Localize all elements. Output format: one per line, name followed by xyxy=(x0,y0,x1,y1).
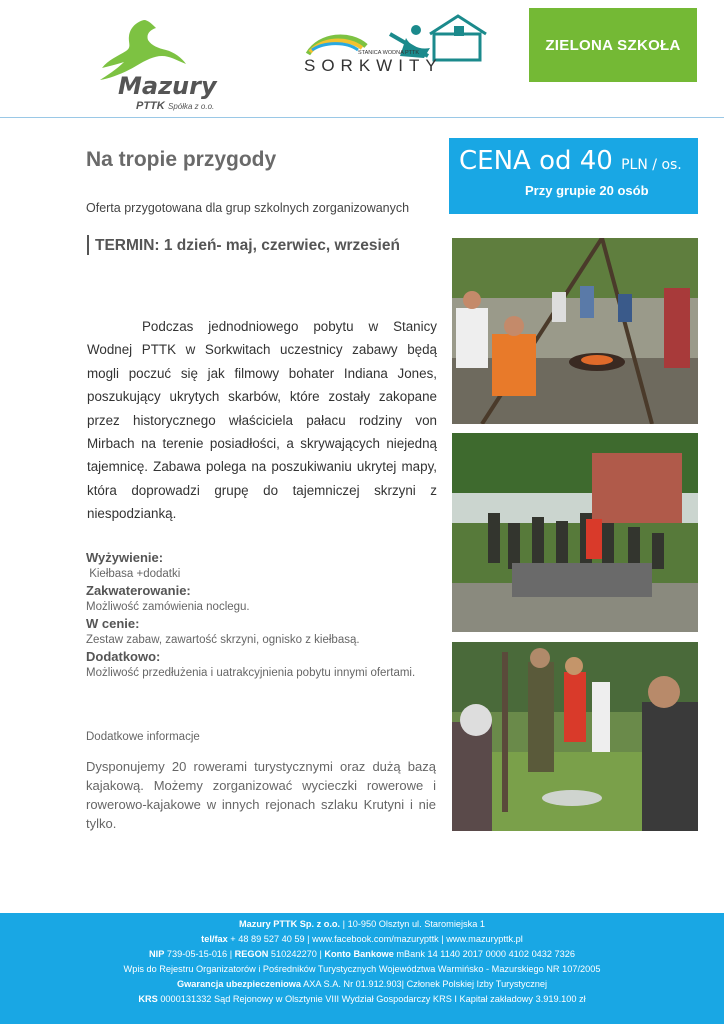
footer-tel-label: tel/fax xyxy=(201,934,228,944)
extra-info-text: Dysponujemy 20 rowerami turystycznymi oraz dużą bazą kajakową. Możemy zorganizować wycieczki rowerowe i rowerowo-kajakowe w innych rejonach szlaku Krutyni i nie tylko. xyxy=(86,759,436,831)
price-box xyxy=(449,138,698,214)
photo-forest xyxy=(452,642,698,831)
footer-regon-label: REGON xyxy=(234,949,269,959)
footer-regon: 510242270 | xyxy=(268,949,325,959)
footer-contact: + 48 89 527 40 59 | www.facebook.com/mazurypttk | www.mazurypttk.pl xyxy=(227,934,523,944)
header-divider xyxy=(0,117,724,118)
info-label-accommodation: Zakwaterowanie: xyxy=(86,583,191,598)
logo-mazury xyxy=(96,16,236,116)
footer-line-contact xyxy=(0,932,724,947)
logo-company-text: Spółka z o.o. xyxy=(168,102,215,111)
description-text: Podczas jednodniowego pobytu w Stanicy Wodnej PTTK w Sorkwitach uczestnicy zabawy będą mogli poczuć się jak filmowy bohater Indiana Jones, poszukujący ukrytych skarbów, które zostały zakopane przez historycznego właściciela pałacu rodziny von Mirbach na terenie posiadłości, a skrywających niejedną tajemnicę. Zabawa polega na poszukiwaniu ukrytej mapy, która doprowadzi grupę do tajemniczej skrzyni z niespodzianką. xyxy=(87,319,437,522)
logo-sorkwity xyxy=(300,12,490,82)
logo-mazury-text: Mazury xyxy=(118,72,217,100)
footer-bank-label: Konto Bankowe xyxy=(324,949,394,959)
heron-icon xyxy=(96,16,236,116)
footer xyxy=(0,913,724,1024)
price-unit: PLN / os. xyxy=(621,157,682,173)
page-title: Na tropie przygody xyxy=(86,148,277,171)
info-value-additional: Możliwość przedłużenia i uatrakcyjnienia pobytu innymi ofertami. xyxy=(86,667,416,679)
info-label-included: W cenie: xyxy=(86,616,140,631)
footer-company-name: Mazury PTTK Sp. z o.o. xyxy=(239,919,341,929)
term-marker xyxy=(87,235,89,255)
logo-sorkwity-small: STANICA WODNA PTTK xyxy=(358,50,420,56)
price-line xyxy=(459,146,682,176)
footer-insurance: AXA S.A. Nr 01.912.903| Członek Polskiej Izby Turystycznej xyxy=(301,979,548,989)
info-list xyxy=(86,549,446,681)
footer-line-krs xyxy=(0,992,724,1007)
logo-pttk-text: PTTK xyxy=(136,100,165,112)
logo-sorkwity-text: SORKWITY xyxy=(304,56,443,75)
footer-bank: mBank 14 1140 2017 0000 4102 0432 7326 xyxy=(393,949,575,959)
footer-insurance-label: Gwarancja ubezpieczeniowa xyxy=(176,979,302,989)
extra-info-heading: Dodatkowe informacje xyxy=(86,731,200,743)
price-value: CENA od 40 xyxy=(459,146,613,176)
photo-group xyxy=(452,433,698,632)
footer-line-ids xyxy=(0,947,724,962)
footer-line-registry: Wpis do Rejestru Organizatorów i Pośredników Turystycznych Województwa Warmińsko - Mazurskiego NR 107/2005 xyxy=(123,964,601,974)
term-text: TERMIN: 1 dzień- maj, czerwiec, wrzesień xyxy=(95,237,400,254)
footer-nip-label: NIP xyxy=(149,949,165,959)
footer-nip: 739-05-15-016 | xyxy=(164,949,235,959)
footer-line-insurance xyxy=(0,977,724,992)
footer-line-company xyxy=(0,917,724,932)
info-label-additional: Dodatkowo: xyxy=(86,649,161,664)
description xyxy=(87,315,437,526)
info-value-food: Kiełbasa +dodatki xyxy=(86,568,181,580)
info-value-accommodation: Możliwość zamówienia noclegu. xyxy=(86,601,250,613)
footer-krs: 0000131332 Sąd Rejonowy w Olsztynie VIII Wydział Gospodarczy KRS I Kapitał zakładowy 3.919.100 zł xyxy=(157,994,586,1004)
footer-krs-label: KRS xyxy=(138,994,158,1004)
photo-campfire xyxy=(452,238,698,424)
info-label-food: Wyżywienie: xyxy=(86,550,164,565)
offer-subtitle: Oferta przygotowana dla grup szkolnych zorganizowanych xyxy=(86,201,410,215)
info-value-included: Zestaw zabaw, zawartość skrzyni, ognisko z kiełbasą. xyxy=(86,634,360,646)
footer-address: | 10-950 Olsztyn ul. Staromiejska 1 xyxy=(340,919,485,929)
zielona-szkola-badge: ZIELONA SZKOŁA xyxy=(529,8,697,82)
price-group-note: Przy grupie 20 osób xyxy=(525,183,649,198)
